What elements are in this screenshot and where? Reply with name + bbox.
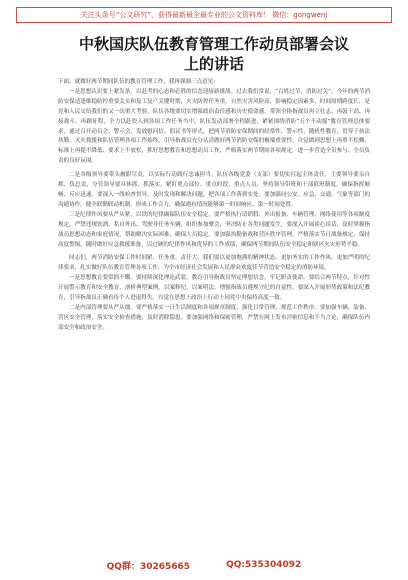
- paragraph-point-2: 二是各级领导要带头履职尽责，以实际行动践行忠诚担当。队伍各级党委（支部）要切实扛起主体责任，主要领导要亲自抓、负总责，分管领导要具体抓、抓落实，紧盯重点部位、重点时段、重点人员，坚持领导带班和干部值班制度，确保指挥顺畅、反应迅速。要深入一线检查督导，及时发现和解决问题，把各项工作落到实处。要加强同公安、应急、交通、气象等部门的沟通协作，健全联勤联动机制，形成工作合力，确保遇有情况能够第一时间响应、第一时间处置。: [58, 172, 370, 208]
- document-title-line2: 上的讲话: [183, 55, 244, 73]
- paragraph-extra-1: 一是思想教育要常抓不懈。要持续深化理论武装，教育引导指战员坚定理想信念，牢记职责使命。要结合两节特点，针对性开展警示教育和安全教育，剖析典型案例，以案释纪、以案明法，增强指战员遵规守纪的自觉性。要深入开展形势政策和法纪教育，引导指战员正确看待个人进退得失，自觉在思想上政治上行动上同党中央保持高度一致。: [58, 275, 370, 302]
- banner-text: 关注头条号“公文研究”，获得最新最全最专业的公文资料库！ 微信：gongwenj: [80, 11, 328, 19]
- paragraph-closing: 同志们，两节消防安保工作时间紧、任务重、责任大，我们要以更加饱满的精神状态、更加务实的工作作风、更加严明的纪律要求，扎实做好队伍教育管理各项工作，为全市经济社会发展和人民群众欢度佳节营造安全稳定的消防环境。: [58, 255, 370, 272]
- banner-box: [16, 7, 392, 23]
- document-body: [58, 34, 370, 554]
- document-title-line1: 中秋国庆队伍教育管理工作动员部署会议: [78, 35, 349, 53]
- paragraph-point-3: 三是纪律作风要从严从紧，以铁的纪律确保队伍安全稳定。要严格执行请销假、外出报备、车辆管理、网络使用等各项制度规定，严禁违规饮酒、私自外出、驾驶非任务车辆、组织参加聚会，坚决防止各类问题发生。要深入开展谈心谈话，及时掌握指战员思想动态和家庭情况，帮助解决实际困难，确保人员稳定。要加强执勤备战和营区秩序管理，严格落实节日战备规定，保持高度警惕，随时做好应急救援准备，以过硬的纪律作风和优异的工作成绩，确保两节期间队伍安全稳定和辖区火灾形势平稳。: [58, 211, 370, 248]
- paragraph-extra-2: 二是内部管理要从严从细。要严格落实一日生活制度和各项规章制度，强化日常管理，规范工作秩序。要加强车辆、装备、营区安全管理，落实安全检查措施，及时消除隐患。要加强网络和保密管理，严禁在网上发布涉密信息和不当言论，确保队伍内部安全和政治安全。: [58, 304, 370, 331]
- paragraph-intro: 下面，就做好两节期间队伍的教育管理工作，我再强调三点意见：: [58, 79, 219, 85]
- footer-qq-group: QQ群：30265665: [106, 561, 191, 572]
- footer-qq-contact: QQ:535304092: [226, 560, 302, 570]
- footer: [0, 556, 408, 574]
- paragraph-point-1: 一是思想认识要上紧发条，以赶考的心态和必胜的信念迎接新挑战。过去我们常说，“百姓过节，消防过关”。今年的两节消防安保适逢维稳防控重要关头和复工复产关键时期，火灾防控任务重，自然灾害风险高，影响稳定因素多，时间周期跨度长，是党和人民交给我们的又一次重大考验。队伍各级要切实增强政治责任感和历史使命感，带领全体指战员再立壮志、再鼓干劲、再接战斗、再踢征程，全力以赴投入到各项工作任务当中，队伍发动部署全程跟进，紧紧围绕消防“五个不动摇”教育管理总体要求，通过召开动员会、警示会、发放慰问信、倡议书等形式，把两节消防安保期间的经常性、警示性、随机性教育，贯穿于执法执勤、灭火救援和队伍管理各项工作始终，引导指战员充分认清做好两节消防安保的极端重要性，自觉做到思想上再重不松懈、标准上再提不降低、要求上不放松，抓好思想教育和思想动员工作，严格落实两节期间各项规定，进一步营造全员参与、全员负责的良好氛围。: [58, 88, 370, 165]
- top-banner: [0, 0, 408, 30]
